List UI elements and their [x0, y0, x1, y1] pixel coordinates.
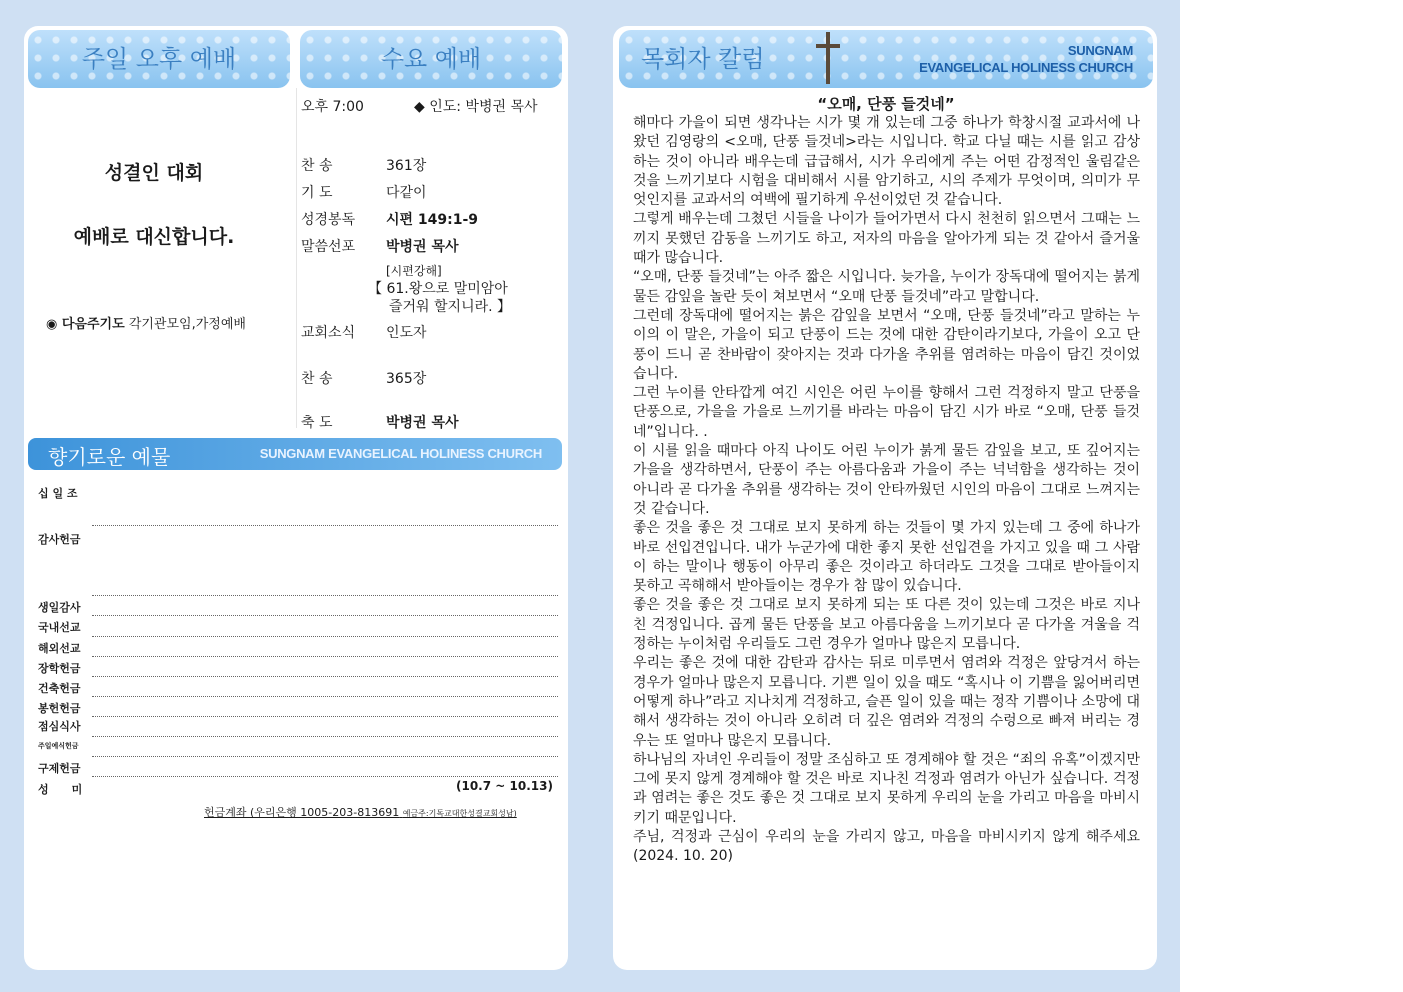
column-paragraph: 하나님의 자녀인 우리들이 정말 조심하고 또 경계해야 할 것은 “죄의 유혹”이겠지만 그에 못지 않게 경계해야 할 것은 바로 지나친 걱정과 염려가 아닌가 싶습니다. 걱정과 염려는 좋은 것도 좋은 것 그대로 보지 못하게 우리의 눈을 가리고 마음을 마비시키기 때문입니다. — [633, 751, 1140, 826]
offering-date-range: (10.7 ~ 10.13) — [456, 779, 553, 793]
offering-label-domestic-mission: 국내선교 — [38, 621, 81, 634]
offering-line — [92, 736, 558, 737]
offering-label-sunday-ceremony: 주일예식헌금 — [38, 742, 79, 750]
column-header-title: 목회자 칼럼 — [641, 45, 765, 73]
next-prayer-label: ◉ 다음주기도 — [46, 317, 125, 332]
sermon-series-tag: [시편강해] — [386, 264, 442, 278]
column-paragraph: 좋은 것을 좋은 것 그대로 보지 못하게 하는 것들이 몇 가지 있는데 그 중에 하나가 바로 선입견입니다. 내가 누군가에 대한 좋지 못한 선입견을 가지고 있을 때 그 사람이 하는 말이나 행동이 아무리 좋은 것이라고 하더라도 그것을 그대로 받아들이지 못하고 곡해해서 받아들이는 경우가 참 많이 있습니다. — [633, 520, 1140, 595]
offering-label-lunch: 점심식사 — [38, 720, 81, 733]
column-paragraph: 이 시를 읽을 때마다 아직 나이도 어린 누이가 붉게 물든 감잎을 보고, 또 깊어지는 가을을 생각하면서, 단풍이 주는 아름다움과 가을이 주는 넉넉함을 생각하는 것이 아니라 곧 다가올 추위를 생각하는 것이 안타까웠던 시인의 마음이 그대로 느껴지는 것 같습니다. — [633, 443, 1140, 517]
offering-line — [92, 716, 558, 717]
church-line1: SUNGNAM — [1067, 43, 1133, 58]
order-value: 박병권 목사 — [386, 415, 459, 431]
order-label: 성경봉독 — [301, 212, 356, 228]
offering-line — [92, 615, 558, 616]
order-value: 인도자 — [386, 325, 427, 341]
sermon-title-line2: 즐거워 할지니라. 】 — [389, 299, 512, 315]
order-row-news — [301, 322, 427, 342]
order-row-benediction — [301, 412, 459, 432]
column-paragraph: 좋은 것을 좋은 것 그대로 보지 못하게 되는 또 다른 것이 있는데 그것은 바로 지나친 걱정입니다. 곱게 물든 단풍을 보고 아름다움을 느끼기보다 곧 다가올 겨울을 걱정하는 누이처럼 우리들도 그런 경우가 얼마나 많은지 모릅니다. — [633, 597, 1140, 653]
offering-label-scholarship: 장학헌금 — [38, 662, 81, 675]
account-holder: 예금주:기독교대한성결교회성남) — [402, 809, 517, 818]
cross-icon-bar — [816, 44, 840, 48]
order-label: 축 도 — [301, 415, 333, 431]
column-paragraph: 주님, 걱정과 근심이 우리의 눈을 가리지 않고, 마음을 마비시키지 않게 해주세요 (2024. 10. 20) — [633, 828, 1140, 865]
wednesday-service-header: 수요 예배 — [300, 30, 562, 88]
column-paragraph: “오매, 단풍 들것네”는 아주 짧은 시입니다. 늦가을, 누이가 장독대에 떨어지는 붉게 물든 감잎을 놀란 듯이 쳐보면서 “오매 단풍 들것네”라고 말합니다. — [633, 269, 1140, 305]
column-paragraph: 해마다 가을이 되면 생각나는 시가 몇 개 있는데 그중 하나가 학창시절 교과서에 나왔던 김영랑의 <오매, 단풍 들것네>라는 시입니다. 학교 다닐 때는 시를 읽고 감상하는 것이 아니라 배우는데 급급해서, 시가 우리에게 주는 어떤 감정적인 울림같은 것을 느끼기보다 시험을 대비해서 시를 암기하고, 시의 주제가 무엇이며, 의미가 무엇인지를 교과서의 여백에 필기하게 우선이었던 것 같습니다. — [633, 115, 1140, 209]
sunday-service-header: 주일 오후 예배 — [28, 30, 290, 88]
offering-label-building: 건축헌금 — [38, 682, 81, 695]
offering-label-rice: 성 미 — [38, 783, 83, 796]
offering-label-birthday: 생일감사 — [38, 601, 81, 614]
column-paragraph: 우리는 좋은 것에 대한 감탄과 감사는 뒤로 미루면서 염려와 걱정은 앞당겨서 하는 경우가 얼마나 많은지 모릅니다. 기쁜 일이 있을 때도 “혹시나 이 기쁨을 잃어버리면 어떻게 하나”라고 지나치게 걱정하고, 슬픈 일이 있을 때는 정작 기쁨이나 소망에 대해서 생각하는 것이 아니라 오히려 더 깊은 염려와 걱정의 수렁으로 빠져 버리는 경우는 또 얼마나 많은지 모릅니다. — [633, 655, 1140, 749]
offering-label-thanks: 감사헌금 — [38, 533, 81, 546]
column-title: “오매, 단풍 들것네” — [817, 95, 955, 113]
offering-title: 향기로운 예물 — [48, 445, 171, 469]
offering-line — [92, 636, 558, 637]
order-label: 찬 송 — [301, 158, 333, 174]
church-line2: EVANGELICAL HOLINESS CHURCH — [919, 60, 1133, 75]
order-value: 361장 — [386, 158, 427, 174]
next-prayer-value: 각기관모임,가정예배 — [128, 317, 246, 332]
account-number: 헌금계좌 (우리은행 1005-203-813691 — [204, 806, 400, 819]
column-paragraph: 그런 누이를 안타깝게 여긴 시인은 어린 누이를 향해서 그런 걱정하지 말고 단풍을 단풍으로, 가을을 가을로 느끼기를 바라는 마음이 담긴 시가 바로 “오매, 단풍 들것네”입니다. . — [633, 385, 1140, 440]
offering-church-name: SUNGNAM EVANGELICAL HOLINESS CHURCH — [259, 446, 542, 461]
service-leader: ◆ 인도: 박병권 목사 — [414, 99, 538, 115]
order-row-hymn — [301, 155, 426, 175]
column-body — [633, 114, 1140, 867]
offering-line — [92, 656, 558, 657]
pastor-column-header — [619, 30, 1153, 88]
next-prayer — [46, 313, 246, 332]
order-row-scripture — [301, 209, 478, 229]
offering-line — [92, 696, 558, 697]
offering-header — [28, 438, 562, 470]
order-value: 다같이 — [386, 185, 427, 201]
offering-line — [92, 756, 558, 757]
offering-label-dedication: 봉헌헌금 — [38, 702, 81, 715]
offering-line — [92, 595, 558, 596]
offering-label-tithe: 십 일 조 — [38, 487, 78, 500]
divider — [296, 88, 297, 428]
sermon-title-line1: 【 61.왕으로 말미암아 — [368, 281, 508, 297]
order-label: 교회소식 — [301, 325, 356, 341]
order-row-sermon — [301, 236, 459, 256]
offering-label-overseas-mission: 해외선교 — [38, 642, 81, 655]
order-label: 기 도 — [301, 185, 333, 201]
cross-icon — [826, 32, 830, 84]
column-header-church — [919, 42, 1133, 76]
column-paragraph: 그렇게 배우는데 그쳤던 시들을 나이가 들어가면서 다시 천천히 읽으면서 그때는 느끼지 못했던 감동을 느끼기도 하고, 저자의 마음을 알아가게 되는 것 같아서 즐거울 때가 많습니다. — [633, 211, 1140, 267]
sunday-notice-line2: 예배로 대신합니다. — [73, 226, 235, 248]
order-row-hymn2 — [301, 368, 426, 388]
order-label: 말씀선포 — [301, 239, 356, 255]
service-time: 오후 7:00 — [301, 99, 364, 115]
order-value: 시편 149:1-9 — [386, 212, 479, 228]
offering-line — [92, 676, 558, 677]
offering-line — [92, 525, 558, 526]
offering-account — [204, 804, 517, 820]
sunday-notice-line1: 성결인 대회 — [104, 162, 204, 184]
offering-label-relief: 구제헌금 — [38, 762, 81, 775]
order-label: 찬 송 — [301, 371, 333, 387]
order-value: 박병권 목사 — [386, 239, 459, 255]
column-paragraph: 그런데 장독대에 떨어지는 붉은 감잎을 보면서 “오매, 단풍 들것네”라고 말하는 누이의 이 말은, 가을이 되고 단풍이 드는 것에 대한 감탄이라기보다, 가을이 오고 단풍이 드니 곧 찬바람이 잦아지는 것과 다가올 추위를 염려하는 마음이 담긴 것이었습니다. — [633, 307, 1140, 382]
order-row-prayer — [301, 182, 427, 202]
order-value: 365장 — [386, 371, 427, 387]
offering-line — [92, 776, 558, 777]
